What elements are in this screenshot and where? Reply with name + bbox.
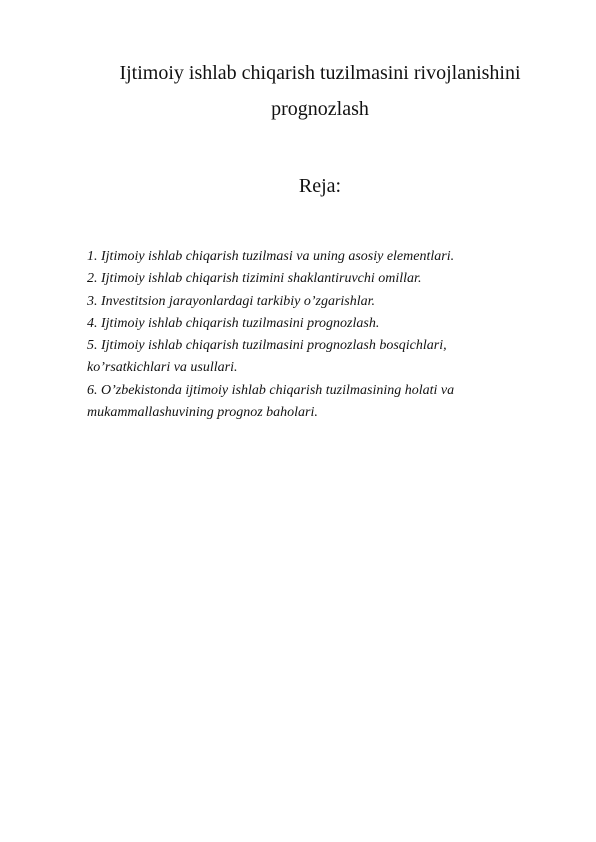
plan-line: ko’rsatkichlari va usullari. — [87, 360, 238, 376]
plan-line: 6. O’zbekistonda ijtimoiy ishlab chiqarish tuzilmasining holati va — [87, 382, 455, 398]
plan-heading: Reja: — [298, 175, 342, 197]
plan-line: 5. Ijtimoiy ishlab chiqarish tuzilmasini prognozlash bosqichlari, — [87, 338, 447, 354]
plan-line: 4. Ijtimoiy ishlab chiqarish tuzilmasini prognozlash. — [87, 315, 380, 331]
plan-line: 2. Ijtimoiy ishlab chiqarish tizimini shaklantiruvchi omillar. — [87, 271, 422, 287]
document-title-line-2: prognozlash — [271, 98, 369, 120]
document-title-line-1: Ijtimoiy ishlab chiqarish tuzilmasini rivojlanishini — [119, 62, 521, 84]
plan-line: mukammallashuvining prognoz baholari. — [87, 405, 318, 421]
plan-list — [87, 246, 557, 424]
plan-line: 3. Investitsion jarayonlardagi tarkibiy o’zgarishlar. — [87, 293, 376, 309]
plan-line: 1. Ijtimoiy ishlab chiqarish tuzilmasi va uning asosiy elementlari. — [87, 249, 455, 264]
